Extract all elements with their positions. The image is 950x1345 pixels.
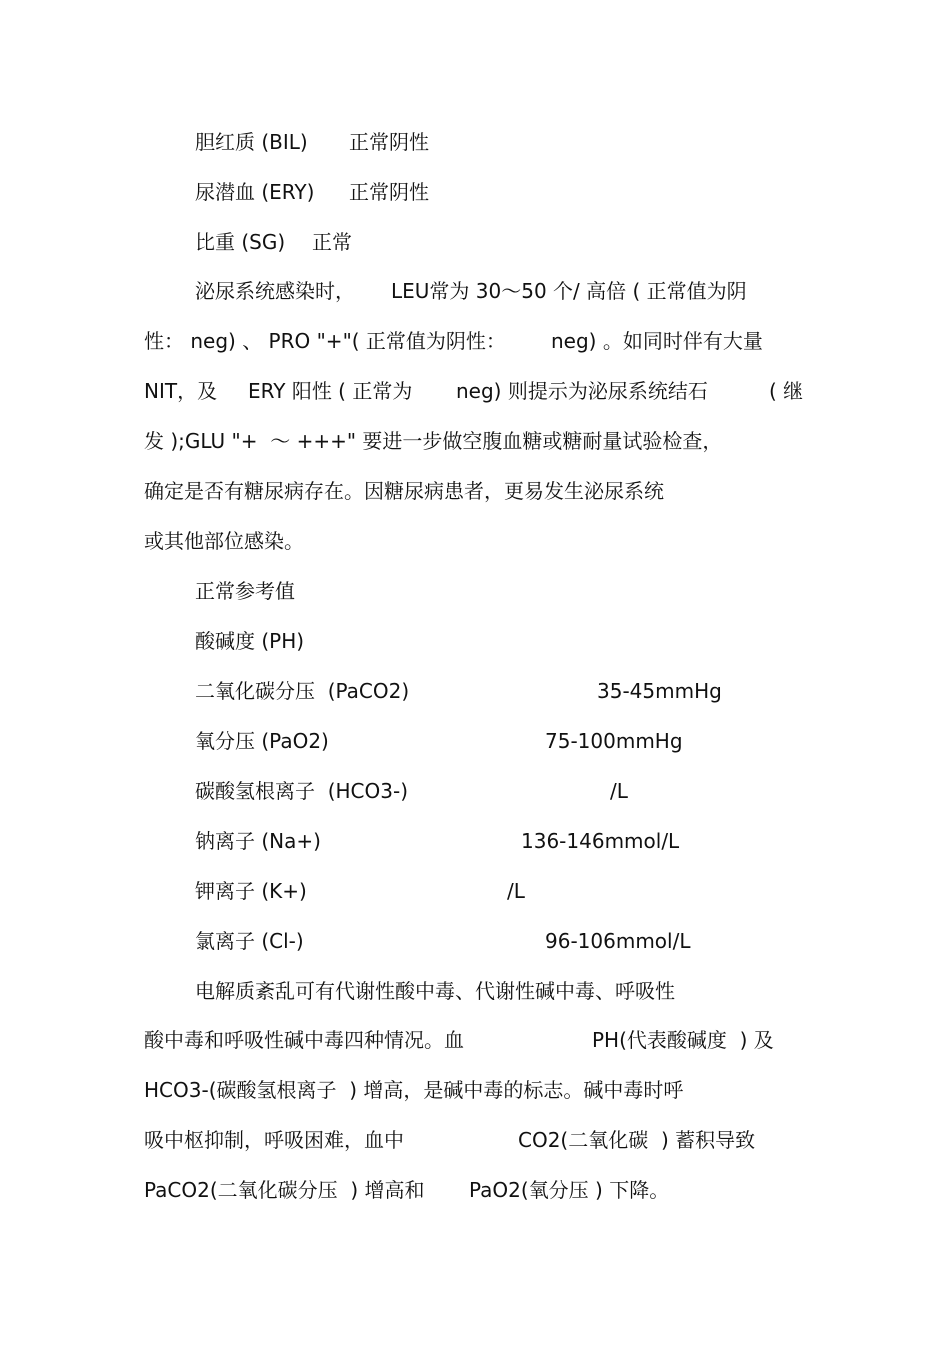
item-name: 酸碱度 (PH): [195, 629, 305, 653]
item-name: 尿潜血 (ERY): [195, 180, 315, 204]
item-name: 碳酸氢根离子 (HCO3-): [195, 779, 409, 803]
text-segment: 吸中枢抑制，呼吸困难，血中: [144, 1128, 404, 1152]
line-bil: [0, 127, 950, 157]
item-value: /L: [507, 879, 525, 903]
paragraph-line: [0, 526, 950, 556]
paragraph-line: [0, 326, 950, 356]
line-cl: [0, 926, 950, 956]
paragraph-line: [0, 376, 950, 406]
item-value: 35-45mmHg: [597, 679, 722, 703]
text-segment: PH(代表酸碱度 ) 及: [592, 1028, 774, 1052]
line-paco2: [0, 676, 950, 706]
paragraph-line: [0, 1025, 950, 1055]
item-value: 正常: [312, 230, 352, 254]
item-name: 氯离子 (Cl-): [195, 929, 304, 953]
text-segment: 发 );GLU "+ ～ +++" 要进一步做空腹血糖或糖耐量试验检查，: [144, 429, 723, 453]
text-segment: 确定是否有糖尿病存在。因糖尿病患者，更易发生泌尿系统: [144, 479, 664, 503]
paragraph-line: [0, 1075, 950, 1105]
line-na: [0, 826, 950, 856]
item-name: 比重 (SG): [195, 230, 286, 254]
text-segment: HCO3-(碳酸氢根离子 ) 增高，是碱中毒的标志。碱中毒时呼: [144, 1078, 684, 1102]
text-segment: PaCO2(二氧化碳分压 ) 增高和: [144, 1178, 425, 1202]
text-segment: ( 继: [769, 379, 804, 403]
text-segment: NIT，及: [144, 379, 218, 403]
item-value: 正常阴性: [349, 180, 429, 204]
text-segment: neg) 则提示为泌尿系统结石: [456, 379, 708, 403]
text-segment: 或其他部位感染。: [144, 529, 304, 553]
text-segment: neg) 。如同时伴有大量: [551, 329, 763, 353]
item-name: 钾离子 (K+): [195, 879, 307, 903]
line-ery: [0, 177, 950, 207]
paragraph-line: [0, 1125, 950, 1155]
item-name: 钠离子 (Na+): [195, 829, 321, 853]
paragraph-line: [0, 276, 950, 306]
item-value: 136-146mmol/L: [521, 829, 680, 853]
paragraph-line: [0, 476, 950, 506]
paragraph-line: [0, 426, 950, 456]
item-value: /L: [610, 779, 628, 803]
line-pao2: [0, 726, 950, 756]
text-segment: ERY 阳性 ( 正常为: [248, 379, 413, 403]
section-heading: [0, 576, 950, 606]
item-value: 96-106mmol/L: [545, 929, 691, 953]
line-ph: [0, 626, 950, 656]
text-segment: 性： neg) 、 PRO "+"( 正常值为阴性：: [144, 329, 506, 353]
text-segment: 泌尿系统感染时，: [195, 279, 355, 303]
text-segment: PaO2(氧分压 ) 下降。: [469, 1178, 670, 1202]
text-segment: 酸中毒和呼吸性碱中毒四种情况。血: [144, 1028, 464, 1052]
text-segment: CO2(二氧化碳 ) 蓄积导致: [518, 1128, 756, 1152]
item-name: 氧分压 (PaO2): [195, 729, 329, 753]
item-name: 二氧化碳分压 (PaCO2): [195, 679, 410, 703]
item-name: 胆红质 (BIL): [195, 130, 308, 154]
item-value: 75-100mmHg: [545, 729, 683, 753]
item-value: 正常阴性: [349, 130, 429, 154]
paragraph-line: [0, 1175, 950, 1205]
line-sg: [0, 227, 950, 257]
text-segment: 电解质紊乱可有代谢性酸中毒、代谢性碱中毒、呼吸性: [195, 979, 675, 1003]
line-k: [0, 876, 950, 906]
text-segment: 正常参考值: [195, 579, 295, 603]
paragraph-line: [0, 976, 950, 1006]
text-segment: LEU常为 30～50 个/ 高倍 ( 正常值为阴: [391, 279, 747, 303]
line-hco3: [0, 776, 950, 806]
